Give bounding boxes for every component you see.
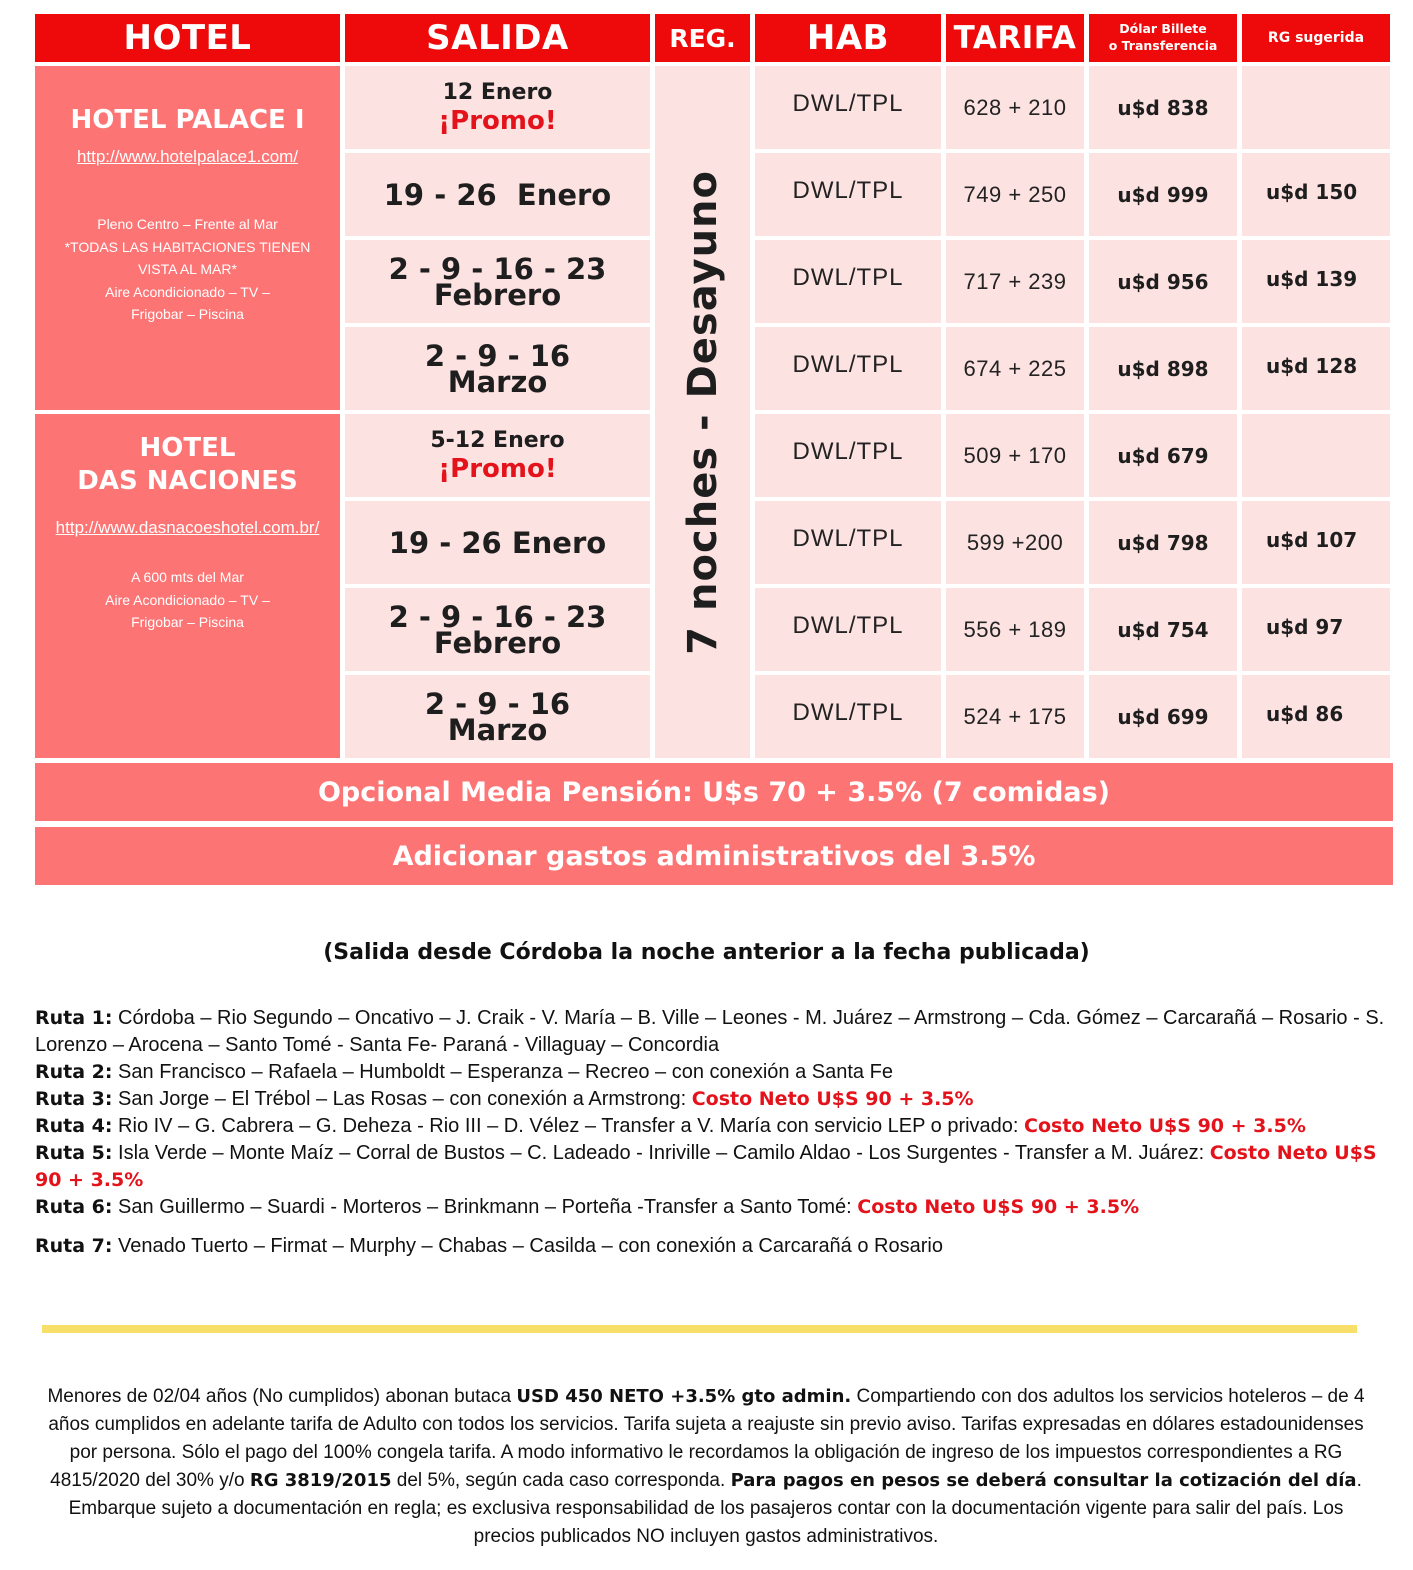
rg-cell: u$d 97 — [1242, 588, 1390, 671]
header-hotel: HOTEL — [35, 14, 340, 62]
route-label: Ruta 2: — [35, 1061, 113, 1083]
terms-footer — [36, 1383, 1376, 1551]
salida-cell — [345, 588, 650, 671]
route-stops: Rio IV – G. Cabrera – G. Deheza - Rio III – D. Vélez – Transfer a V. María con servicio LEP o privado: — [112, 1115, 1025, 1137]
salida-date: 12 Enero — [442, 79, 553, 105]
salida-cell — [345, 327, 650, 410]
route-label: Ruta 1: — [35, 1007, 113, 1029]
route-item — [35, 1086, 1395, 1113]
route-label: Ruta 7: — [35, 1235, 113, 1257]
header-dolar — [1089, 14, 1237, 62]
terms-bold: RG 3819/2015 — [249, 1470, 392, 1491]
hab-cell: DWL/TPL — [755, 501, 941, 584]
hotel-name-line2: DAS NACIONES — [77, 466, 298, 496]
route-stops: Isla Verde – Monte Maíz – Corral de Bustos – C. Ladeado - Inriville – Camilo Aldao - Los Surgentes - Transfer a M. Juárez: — [112, 1142, 1210, 1164]
hotel-name: HOTEL PALACE I — [70, 105, 305, 135]
hab-cell: DWL/TPL — [755, 240, 941, 323]
hab-cell: DWL/TPL — [755, 153, 941, 236]
hab-cell: DWL/TPL — [755, 66, 941, 149]
salida-dates: 2 - 9 - 16 — [424, 686, 571, 721]
route-cost: Costo Neto U$S 90 + 3.5% — [1024, 1115, 1306, 1137]
hotel-description — [65, 213, 311, 326]
gastos-admin-banner: Adicionar gastos administrativos del 3.5% — [35, 827, 1393, 885]
hotel-das-naciones-info — [35, 414, 340, 758]
regimen-text: 7 noches - Desayuno — [679, 169, 726, 655]
dolar-cell: u$d 754 — [1089, 588, 1237, 671]
tarifa-cell: 556 + 189 — [946, 588, 1084, 671]
dolar-cell: u$d 999 — [1089, 153, 1237, 236]
departure-note: (Salida desde Córdoba la noche anterior a la fecha publicada) — [323, 940, 1090, 965]
route-cost: Costo Neto U$S 90 + 3.5% — [691, 1088, 974, 1110]
salida-cell — [345, 501, 650, 584]
terms-bold: Para pagos en pesos se deberá consultar la cotización del día — [730, 1470, 1357, 1491]
terms-text: . Embarque sujeto a documentación en regla; es exclusiva responsabilidad de los pasajeros contar con la documentación vigente para salir del país. Los precios publicados NO incluyen gastos administrativos. — [68, 1470, 1362, 1547]
route-item — [35, 1005, 1395, 1059]
salida-date: 19 - 26 Enero — [388, 525, 607, 560]
desc-line: Aire Acondicionado – TV – — [105, 283, 270, 300]
tarifa-cell: 599 +200 — [946, 501, 1084, 584]
tarifa-cell: 674 + 225 — [946, 327, 1084, 410]
hab-cell: DWL/TPL — [755, 675, 941, 758]
header-rg: RG sugerida — [1242, 14, 1390, 62]
desc-line: Aire Acondicionado – TV – — [105, 591, 270, 608]
salida-cell — [345, 414, 650, 497]
header-dolar-line2: o Transferencia — [1108, 38, 1218, 53]
salida-date: 19 - 26 Enero — [383, 177, 612, 212]
header-reg: REG. — [655, 14, 750, 62]
hotel-description — [105, 566, 270, 634]
route-label: Ruta 4: — [35, 1115, 113, 1137]
desc-line: A 600 mts del Mar — [131, 569, 244, 585]
hotel-link[interactable]: http://www.hotelpalace1.com/ — [76, 147, 299, 166]
terms-text: Compartiendo con dos adultos los servicios hoteleros – de 4 años cumplidos en adelante tarifa de Adulto con todos los servicios. Tarifa sujeta a reajuste sin previo aviso. Tarifas expresadas en dólares estadounidenses por persona. Sólo el pago del 100% congela tarifa. A modo informativo le recordamos la obligación de ingreso de los impuestos correspondientes a RG 4815/2020 del 30% y/o — [48, 1386, 1365, 1491]
hab-cell: DWL/TPL — [755, 588, 941, 671]
route-cost: Costo Neto U$S 90 + 3.5% — [35, 1142, 1377, 1191]
route-stops: Córdoba – Rio Segundo – Oncativo – J. Craik - V. María – B. Ville – Leones - M. Juárez – Armstrong – Cda. Gómez – Carcarañá – Rosario - S. Lorenzo – Arocena – Santo Tomé - Santa Fe- Paraná - Villaguay – Concordia — [35, 1007, 1385, 1056]
rg-cell — [1242, 414, 1390, 497]
tarifa-cell: 524 + 175 — [946, 675, 1084, 758]
salida-cell — [345, 675, 650, 758]
salida-cell — [345, 240, 650, 323]
desc-line: Frigobar – Piscina — [131, 306, 244, 322]
header-tarifa: TARIFA — [946, 14, 1084, 62]
dolar-cell: u$d 679 — [1089, 414, 1237, 497]
desc-line: VISTA AL MAR* — [138, 261, 237, 277]
route-item — [35, 1140, 1395, 1194]
salida-month: Febrero — [433, 625, 562, 660]
desc-line: Frigobar – Piscina — [131, 614, 244, 630]
rg-cell: u$d 128 — [1242, 327, 1390, 410]
hab-cell: DWL/TPL — [755, 327, 941, 410]
dolar-cell: u$d 838 — [1089, 66, 1237, 149]
rg-cell — [1242, 66, 1390, 149]
hotel-name-line1: HOTEL — [139, 433, 236, 463]
route-item — [35, 1113, 1395, 1140]
route-stops: Venado Tuerto – Firmat – Murphy – Chabas – Casilda – con conexión a Carcarañá o Rosario — [112, 1235, 943, 1257]
salida-cell — [345, 153, 650, 236]
route-stops: San Jorge – El Trébol – Las Rosas – con conexión a Armstrong: — [112, 1088, 692, 1110]
rg-cell: u$d 150 — [1242, 153, 1390, 236]
rg-cell: u$d 107 — [1242, 501, 1390, 584]
regimen-cell — [655, 66, 750, 758]
promo-label: ¡Promo! — [438, 105, 557, 136]
header-salida: SALIDA — [345, 14, 650, 62]
terms-text: del 5%, según cada caso corresponda. — [391, 1470, 731, 1491]
desc-line: Pleno Centro – Frente al Mar — [97, 216, 278, 232]
route-item — [35, 1194, 1395, 1221]
route-label: Ruta 6: — [35, 1196, 113, 1218]
dolar-cell: u$d 898 — [1089, 327, 1237, 410]
salida-cell — [345, 66, 650, 149]
promo-label: ¡Promo! — [438, 453, 557, 484]
route-item — [35, 1233, 1395, 1260]
hab-cell: DWL/TPL — [755, 414, 941, 497]
dolar-cell: u$d 798 — [1089, 501, 1237, 584]
tarifa-cell: 509 + 170 — [946, 414, 1084, 497]
tarifa-cell: 749 + 250 — [946, 153, 1084, 236]
rg-cell: u$d 139 — [1242, 240, 1390, 323]
salida-date: 5-12 Enero — [430, 427, 565, 453]
salida-dates: 2 - 9 - 16 - 23 — [388, 599, 607, 634]
salida-month: Marzo — [447, 364, 548, 399]
tarifa-cell: 717 + 239 — [946, 240, 1084, 323]
media-pension-banner: Opcional Media Pensión: U$s 70 + 3.5% (7 comidas) — [35, 763, 1393, 821]
header-hab: HAB — [755, 14, 941, 62]
route-item — [35, 1059, 1395, 1086]
salida-dates: 2 - 9 - 16 — [424, 338, 571, 373]
terms-text: Menores de 02/04 años (No cumplidos) abonan butaca — [47, 1386, 517, 1407]
salida-month: Febrero — [433, 277, 562, 312]
terms-bold: USD 450 NETO +3.5% gto admin. — [516, 1386, 852, 1407]
header-dolar-line1: Dólar Billete — [1119, 21, 1207, 37]
routes-list — [35, 1005, 1395, 1260]
route-label: Ruta 5: — [35, 1142, 113, 1164]
hotel-palace-info — [35, 66, 340, 410]
desc-line: *TODAS LAS HABITACIONES TIENEN — [64, 238, 311, 255]
salida-dates: 2 - 9 - 16 - 23 — [388, 251, 607, 286]
rg-cell: u$d 86 — [1242, 675, 1390, 758]
route-stops: San Francisco – Rafaela – Humboldt – Esperanza – Recreo – con conexión a Santa Fe — [112, 1061, 893, 1083]
tarifa-cell: 628 + 210 — [946, 66, 1084, 149]
dolar-cell: u$d 699 — [1089, 675, 1237, 758]
route-stops: San Guillermo – Suardi - Morteros – Brinkmann – Porteña -Transfer a Santo Tomé: — [112, 1196, 858, 1218]
divider-line — [42, 1325, 1357, 1333]
salida-month: Marzo — [447, 712, 548, 747]
rates-table — [35, 14, 1393, 758]
route-label: Ruta 3: — [35, 1088, 113, 1110]
dolar-cell: u$d 956 — [1089, 240, 1237, 323]
hotel-link[interactable]: http://www.dasnacoeshotel.com.br/ — [55, 518, 320, 537]
route-cost: Costo Neto U$S 90 + 3.5% — [857, 1196, 1140, 1218]
